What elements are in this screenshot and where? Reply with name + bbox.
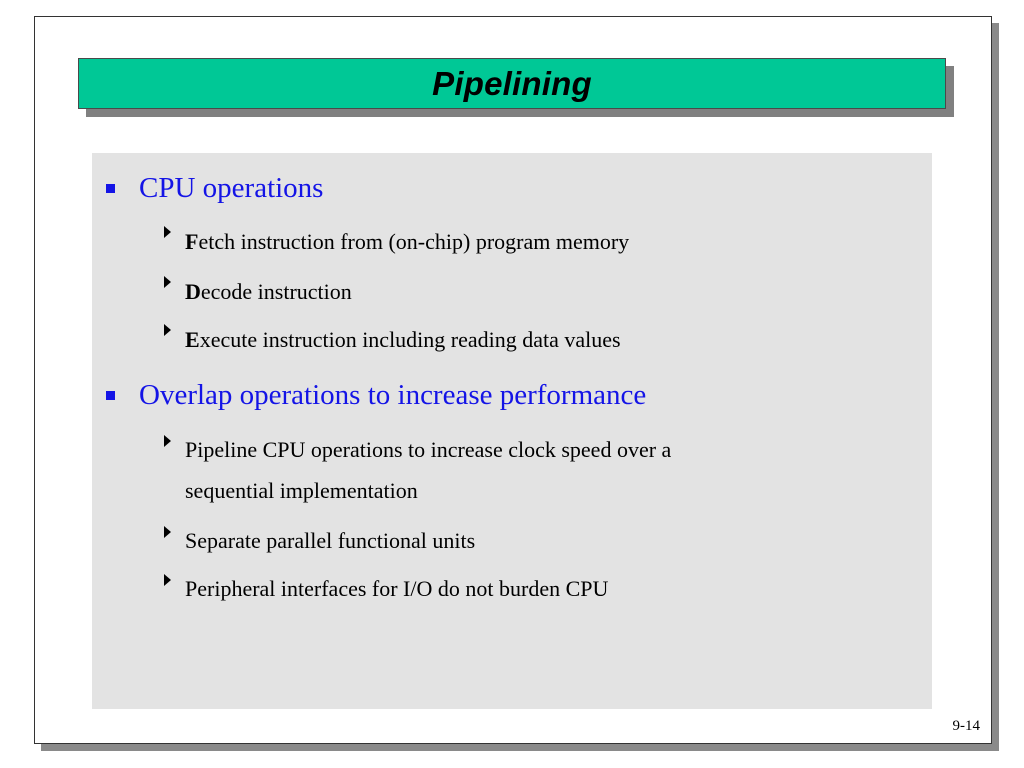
triangle-bullet-icon [164,435,171,447]
square-bullet-icon [106,391,115,400]
slide-title: Pipelining [432,64,592,102]
page-number: 9-14 [952,718,980,734]
list-item-fetch-rest: etch instruction from (on-chip) program memory [198,229,630,254]
triangle-bullet-icon [164,526,171,538]
title-bar [78,58,946,109]
list-item-pipeline-line2: sequential implementation [185,478,418,503]
triangle-bullet-icon [164,574,171,586]
list-item-separate-units: Separate parallel functional units [185,528,476,553]
list-item-decode-rest: ecode instruction [200,279,352,304]
triangle-bullet-icon [164,226,171,238]
triangle-bullet-icon [164,324,171,336]
list-item-execute-lead: E [185,327,200,352]
list-item-decode-lead: D [185,279,201,304]
list-item-fetch-lead: F [185,229,199,254]
content-panel [92,153,932,709]
section-heading-overlap-operations: Overlap operations to increase performance [139,379,647,411]
section-heading-cpu-operations: CPU operations [139,172,324,204]
list-item-peripheral-interfaces: Peripheral interfaces for I/O do not burden CPU [185,576,609,601]
list-item-decode [185,281,352,303]
triangle-bullet-icon [164,276,171,288]
list-item-pipeline-line1: Pipeline CPU operations to increase clock speed over a [185,437,672,462]
list-item-fetch [185,231,629,253]
list-item-execute [185,329,621,351]
square-bullet-icon [106,184,115,193]
list-item-execute-rest: xecute instruction including reading data values [199,327,621,352]
